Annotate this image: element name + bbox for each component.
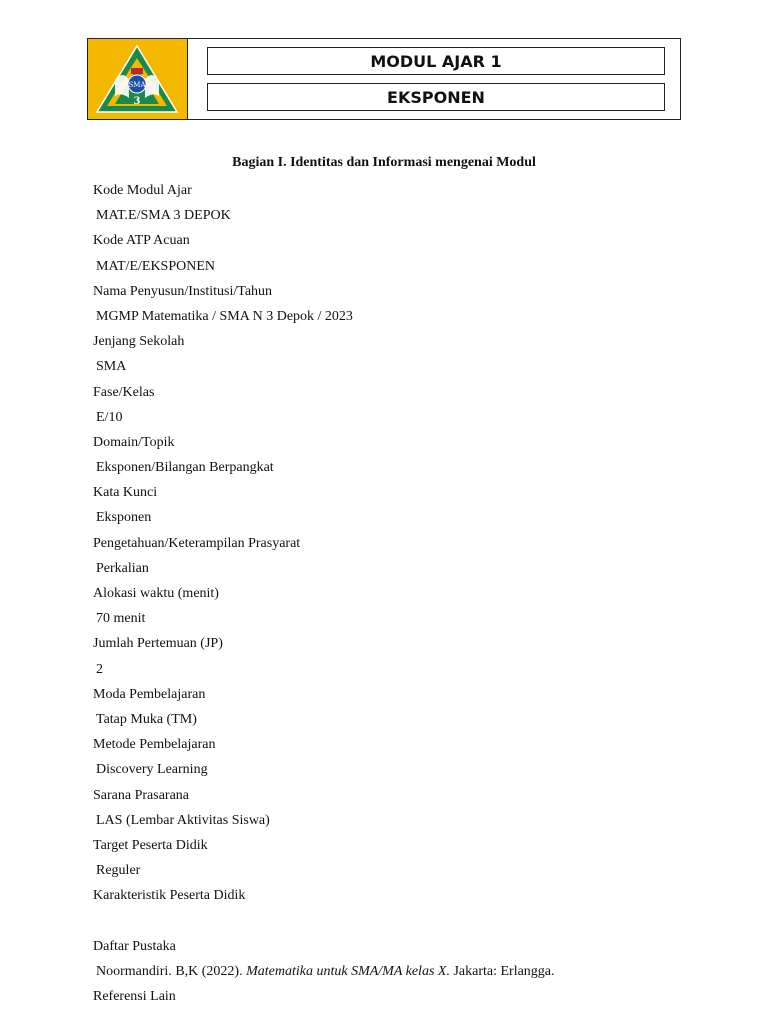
field-value: MGMP Matematika / SMA N 3 Depok / 2023 <box>96 308 353 324</box>
field-value: 2 <box>96 661 103 677</box>
field-value: SMA <box>96 359 127 375</box>
ref-title: Matematika untuk SMA/MA kelas X. <box>246 963 450 979</box>
module-title: MODUL AJAR 1 <box>207 47 665 75</box>
section-title: Bagian I. Identitas dan Informasi mengenai Modul <box>232 155 536 170</box>
bibliography-entry <box>93 959 713 984</box>
field-value: Tatap Muka (TM) <box>96 711 197 727</box>
school-logo <box>88 39 188 119</box>
ref-publisher: Jakarta: Erlangga. <box>453 963 555 979</box>
field-value: Discovery Learning <box>96 762 208 778</box>
field-label: Kode Modul Ajar <box>93 183 192 198</box>
field-label: Jumlah Pertemuan (JP) <box>93 636 223 652</box>
field-value: Eksponen <box>96 510 152 526</box>
logo-number: 3 <box>133 96 141 107</box>
module-subtitle: EKSPONEN <box>207 83 665 111</box>
field-label: Domain/Topik <box>93 434 175 450</box>
field-label: Kode ATP Acuan <box>93 233 190 249</box>
field-label: Alokasi waktu (menit) <box>93 586 219 601</box>
logo-text: SMA <box>128 81 146 89</box>
field-label: Moda Pembelajaran <box>93 686 206 702</box>
field-value: Reguler <box>96 863 141 879</box>
module-header <box>87 38 681 120</box>
field-label: Karakteristik Peserta Didik <box>93 888 246 904</box>
sma-3-depok-logo-icon <box>93 42 181 116</box>
field-label: Metode Pembelajaran <box>93 737 216 753</box>
field-value: LAS (Lembar Aktivitas Siswa) <box>96 812 270 828</box>
field-label: Target Peserta Didik <box>93 837 208 853</box>
field-label: Jenjang Sekolah <box>93 334 185 350</box>
field-value <box>93 908 713 933</box>
field-value: 70 menit <box>96 611 146 627</box>
field-label: Pengetahuan/Keterampilan Prasyarat <box>93 535 301 551</box>
ref-author: Noormandiri. B,K (2022). <box>96 963 243 979</box>
field-label: Nama Penyusun/Institusi/Tahun <box>93 283 273 299</box>
field-label: Kata Kunci <box>93 485 158 501</box>
field-value: E/10 <box>96 409 123 425</box>
module-identity <box>93 178 713 1009</box>
field-label: Fase/Kelas <box>93 384 155 400</box>
field-value: Eksponen/Bilangan Berpangkat <box>96 460 274 476</box>
other-references-label: Referensi Lain <box>93 989 176 1004</box>
field-value: MAT/E/EKSPONEN <box>96 258 216 274</box>
field-label: Sarana Prasarana <box>93 787 190 803</box>
bibliography-label: Daftar Pustaka <box>93 938 176 954</box>
field-value: MAT.E/SMA 3 DEPOK <box>96 208 231 224</box>
field-value: Perkalian <box>96 560 149 576</box>
